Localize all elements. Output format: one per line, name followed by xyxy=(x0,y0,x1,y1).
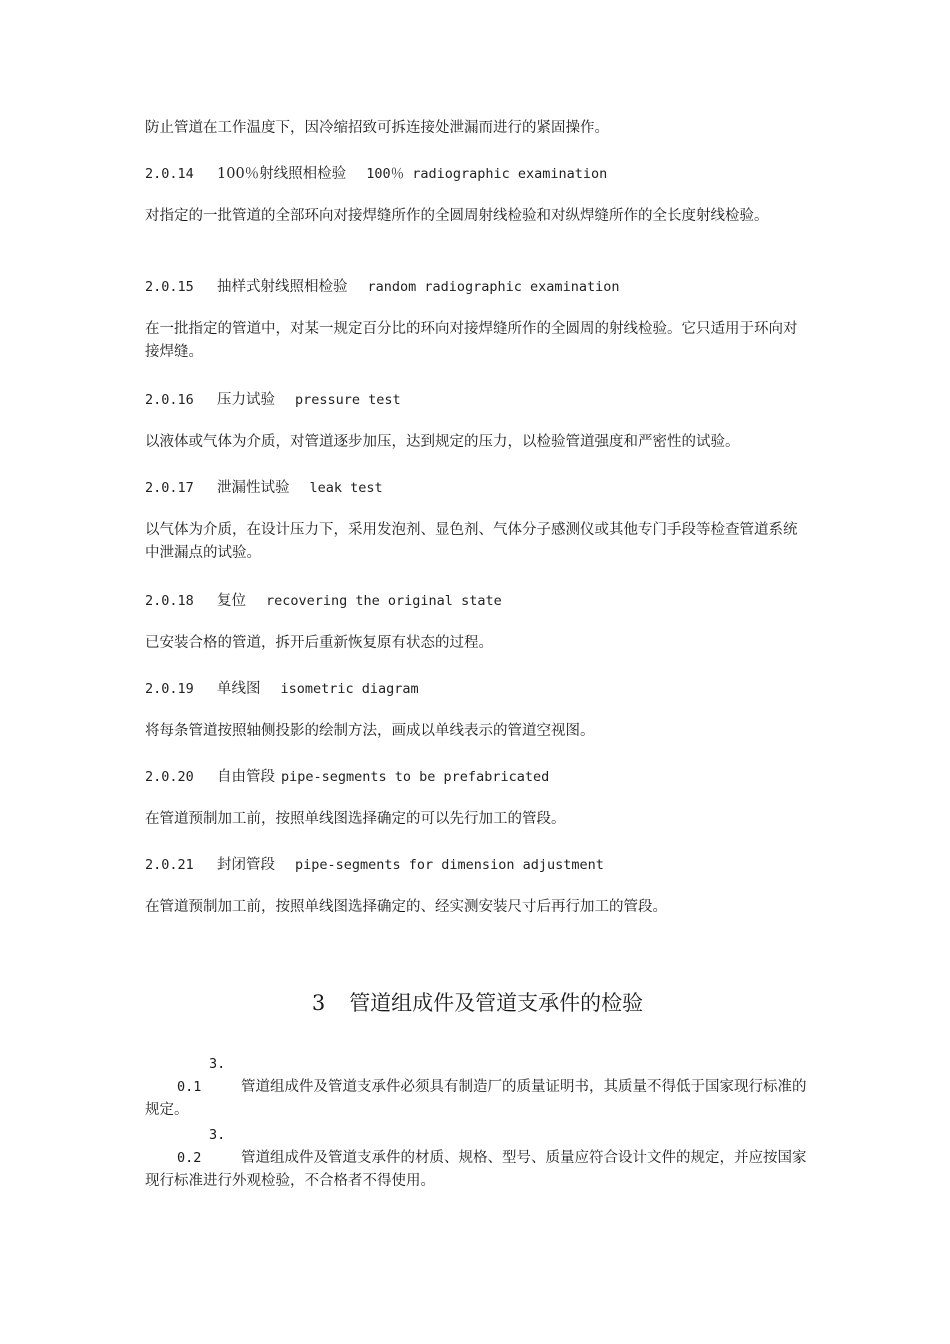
term-definition: 在管道预制加工前，按照单线图选择确定的可以先行加工的管段。 xyxy=(145,811,566,827)
term-number: 2.0.19 xyxy=(145,681,194,697)
clause-text: 管道组成件及管道支承件的材质、规格、型号、质量应符合设计文件的规定，并应按国家现行标准进行外观检验，不合格者不得使用。 xyxy=(145,1150,807,1189)
term-heading xyxy=(145,277,619,297)
term-chinese: 抽样式射线照相检验 xyxy=(217,279,348,295)
term-heading xyxy=(145,855,604,875)
term-definition: 以液体或气体为介质，对管道逐步加压，达到规定的压力，以检验管道强度和严密性的试验。 xyxy=(145,434,740,450)
term-chinese: 复位 xyxy=(217,593,246,609)
term-english: pipe-segments for dimension adjustment xyxy=(295,857,604,873)
term-definition: 在管道预制加工前，按照单线图选择确定的、经实测安装尺寸后再行加工的管段。 xyxy=(145,899,667,915)
term-english: 100％ radiographic examination xyxy=(366,166,608,182)
term-number: 2.0.21 xyxy=(145,857,194,873)
term-number: 2.0.15 xyxy=(145,279,194,295)
term-definition: 将每条管道按照轴侧投影的绘制方法，画成以单线表示的管道空视图。 xyxy=(145,723,595,739)
term-english: recovering the original state xyxy=(266,593,502,609)
clause-paragraph xyxy=(145,1124,810,1193)
clause-number: 3.0.1 xyxy=(177,1056,226,1095)
term-heading xyxy=(145,767,549,787)
term-english: pressure test xyxy=(295,392,401,408)
clause-text: 管道组成件及管道支承件必须具有制造厂的质量证明书，其质量不得低于国家现行标准的规定。 xyxy=(145,1079,807,1118)
term-definition: 已安装合格的管道，拆开后重新恢复原有状态的过程。 xyxy=(145,635,493,651)
term-heading xyxy=(145,478,383,498)
term-chinese: 压力试验 xyxy=(217,392,275,408)
term-number: 2.0.14 xyxy=(145,166,194,182)
term-english: isometric diagram xyxy=(280,681,419,697)
intro-paragraph: 防止管道在工作温度下，因冷缩招致可拆连接处泄漏而进行的紧固操作。 xyxy=(145,120,609,136)
term-number: 2.0.16 xyxy=(145,392,194,408)
clause-paragraph xyxy=(145,1053,810,1122)
term-number: 2.0.18 xyxy=(145,593,194,609)
term-english: pipe-segments to be prefabricated xyxy=(281,769,550,785)
term-chinese: 封闭管段 xyxy=(217,857,275,873)
term-heading xyxy=(145,591,502,611)
term-english: leak test xyxy=(309,480,383,496)
section-number: 3 xyxy=(311,991,326,1015)
term-number: 2.0.20 xyxy=(145,769,194,785)
term-definition: 对指定的一批管道的全部环向对接焊缝所作的全圆周射线检验和对纵焊缝所作的全长度射线检验。 xyxy=(145,208,769,224)
clause-number: 3.0.2 xyxy=(177,1127,226,1166)
term-heading xyxy=(145,679,419,699)
term-chinese: 100％射线照相检验 xyxy=(217,166,347,182)
section-title: 管道组成件及管道支承件的检验 xyxy=(349,991,644,1015)
term-english: random radiographic examination xyxy=(367,279,620,295)
section-heading xyxy=(145,988,810,1018)
term-chinese: 泄漏性试验 xyxy=(217,480,290,496)
term-heading xyxy=(145,390,401,410)
term-heading xyxy=(145,164,607,184)
term-definition: 以气体为介质，在设计压力下，采用发泡剂、显色剂、气体分子感测仪或其他专门手段等检查管道系统中泄漏点的试验。 xyxy=(145,522,798,561)
term-chinese: 自由管段 xyxy=(217,769,275,785)
term-definition: 在一批指定的管道中，对某一规定百分比的环向对接焊缝所作的全圆周的射线检验。它只适用于环向对接焊缝。 xyxy=(145,321,798,360)
term-chinese: 单线图 xyxy=(217,681,261,697)
term-number: 2.0.17 xyxy=(145,480,194,496)
